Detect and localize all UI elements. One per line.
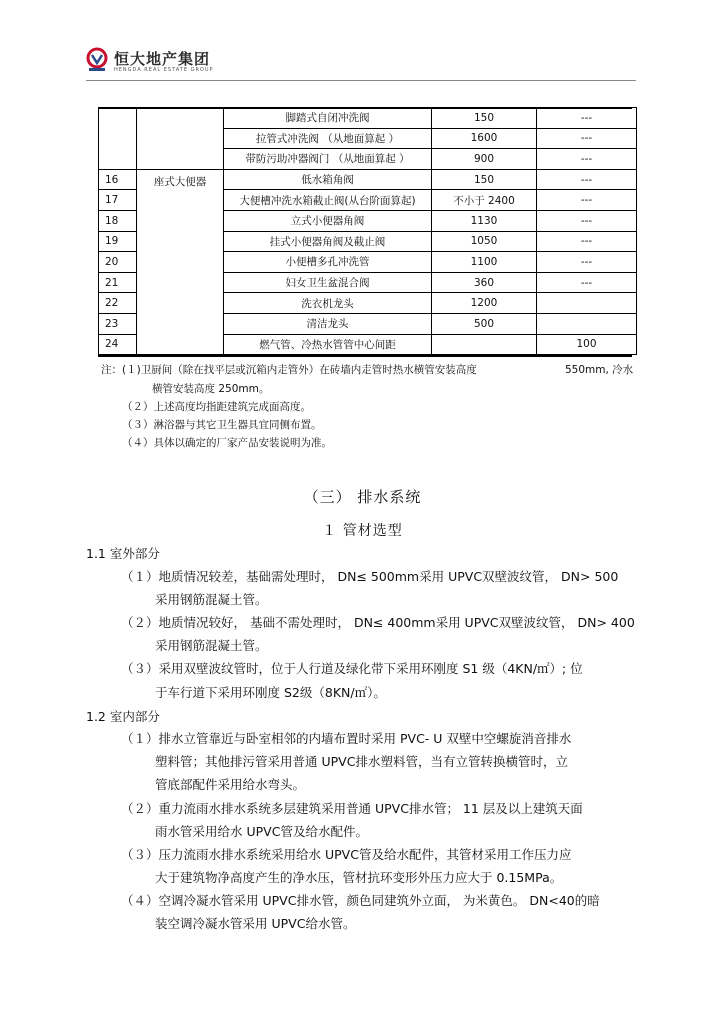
cell-extra [537, 313, 637, 334]
para-4-cont: 塑料管；其他排污管采用普通 UPVC排水塑料管，当有立管转换横管时，立 [155, 754, 568, 769]
cell-item: 低水箱角阀 [224, 169, 432, 190]
cell-item: 拉管式冲洗阀 （从地面算起 ） [224, 128, 432, 149]
para-1: （１）地质情况较差，基础需处理时， DN≤ 500mm采用 UPVC双壁波纹管， DN> 500 [121, 569, 619, 584]
cell-extra: --- [537, 210, 637, 231]
para-3-cont: 于车行道下采用环刚度 S2级（8KN/㎡）。 [155, 685, 386, 700]
cell-extra: --- [537, 231, 637, 252]
note-3: （３）淋浴器与其它卫生器具宜同侧布置。 [122, 419, 322, 431]
cell-category [137, 108, 224, 170]
cell-extra: --- [537, 149, 637, 170]
heading-1-1: 1.1 室外部分 [86, 546, 160, 561]
cell-no: 21 [99, 272, 137, 293]
cell-no [99, 108, 137, 170]
cell-value: 500 [432, 313, 537, 334]
cell-value: 1050 [432, 231, 537, 252]
para-2-cont: 采用钢筋混凝土管。 [155, 638, 268, 653]
para-6-cont: 大于建筑物净高度产生的净水压，管材抗环变形外压力应大于 0.15MPa。 [155, 870, 563, 885]
para-4-cont2: 管底部配件采用给水弯头。 [155, 777, 306, 792]
header-divider [86, 80, 636, 81]
cell-value [432, 334, 537, 355]
cell-no: 19 [99, 231, 137, 252]
table-row [99, 169, 637, 190]
table-bottom-border [98, 355, 632, 357]
para-5-cont: 雨水管采用给水 UPVC管及给水配件。 [155, 824, 368, 839]
cell-value: 不小于 2400 [432, 190, 537, 211]
cell-no: 24 [99, 334, 137, 355]
cell-value: 1100 [432, 252, 537, 273]
cell-item: 脚踏式自闭冲洗阀 [224, 108, 432, 129]
note-4: （４）具体以确定的厂家产品安装说明为准。 [122, 437, 332, 449]
section-title: （三） 排水系统 [303, 488, 422, 506]
table-top-border [98, 107, 632, 109]
cell-item: 小便槽多孔冲洗管 [224, 252, 432, 273]
cell-extra: --- [537, 108, 637, 129]
cell-extra: --- [537, 128, 637, 149]
page-header [86, 44, 636, 80]
cell-item: 大便槽冲洗水箱截止阀(从台阶面算起) [224, 190, 432, 211]
hengda-logo-icon [86, 47, 108, 73]
cell-no: 23 [99, 313, 137, 334]
note-2: （２）上述高度均指距建筑完成面高度。 [122, 401, 311, 413]
para-6: （３）压力流雨水排水系统采用给水 UPVC管及给水配件，其管材采用工作压力应 [121, 847, 572, 862]
cell-value: 1600 [432, 128, 537, 149]
cell-value: 360 [432, 272, 537, 293]
note-1: 注：(１)卫厨间（除在找平层或沉箱内走管外）在砖墙内走管时热水横管安装高度 [101, 364, 477, 376]
company-subtitle: HENGDA REAL ESTATE GROUP [114, 67, 214, 73]
para-3: （３）采用双壁波纹管时，位于人行道及绿化带下采用环刚度 S1 级（4KN/㎡）; 位 [121, 661, 583, 676]
cell-extra [537, 293, 637, 314]
table-row [99, 108, 637, 129]
cell-no: 18 [99, 210, 137, 231]
para-4: （１）排水立管靠近与卧室相邻的内墙布置时采用 PVC- U 双壁中空螺旋消音排水 [121, 731, 572, 746]
cell-value: 1130 [432, 210, 537, 231]
cell-item: 妇女卫生盆混合阀 [224, 272, 432, 293]
cell-no: 17 [99, 190, 137, 211]
para-7: （４）空调冷凝水管采用 UPVC排水管，颜色同建筑外立面， 为米黄色。 DN<40的暗 [121, 893, 600, 908]
cell-item: 挂式小便器角阀及截止阀 [224, 231, 432, 252]
cell-extra: 100 [537, 334, 637, 355]
cell-extra: --- [537, 252, 637, 273]
para-1-cont: 采用钢筋混凝土管。 [155, 592, 268, 607]
company-name: 恒大地产集团 [114, 50, 211, 68]
cell-no: 16 [99, 169, 137, 190]
install-height-table [98, 107, 637, 355]
cell-extra: --- [537, 272, 637, 293]
cell-value: 900 [432, 149, 537, 170]
para-2: （２）地质情况较好， 基础不需处理时， DN≤ 400mm采用 UPVC双壁波纹管， DN> 400 [121, 615, 635, 630]
cell-value: 1200 [432, 293, 537, 314]
cell-extra: --- [537, 169, 637, 190]
cell-no: 20 [99, 252, 137, 273]
cell-item: 带防污助冲器阀门 （从地面算起 ） [224, 149, 432, 170]
para-7-cont: 装空调冷凝水管采用 UPVC给水管。 [155, 916, 356, 931]
cell-item: 立式小便器角阀 [224, 210, 432, 231]
cell-category: 座式大便器 [137, 169, 224, 354]
note-1-tail: 550mm, 冷水 [565, 364, 634, 376]
cell-value: 150 [432, 169, 537, 190]
subsection-title: １ 管材选型 [322, 523, 403, 539]
note-1-cont: 横管安装高度 250mm。 [152, 383, 270, 395]
para-5: （２）重力流雨水排水系统多层建筑采用普通 UPVC排水管； 11 层及以上建筑天面 [121, 801, 583, 816]
cell-extra: --- [537, 190, 637, 211]
cell-item: 洗衣机龙头 [224, 293, 432, 314]
cell-value: 150 [432, 108, 537, 129]
cell-item: 燃气管、冷热水管管中心间距 [224, 334, 432, 355]
heading-1-2: 1.2 室内部分 [86, 709, 160, 724]
cell-item: 清洁龙头 [224, 313, 432, 334]
cell-no: 22 [99, 293, 137, 314]
